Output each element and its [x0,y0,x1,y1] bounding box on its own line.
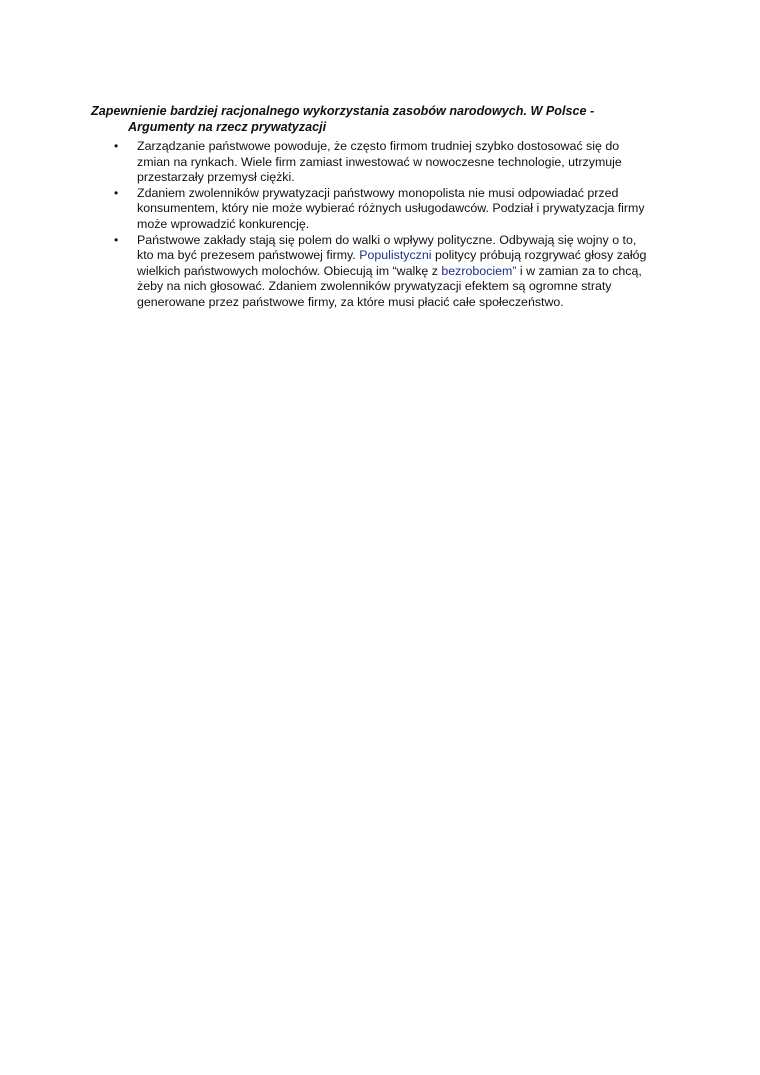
section-heading [91,103,651,135]
list-item [108,139,668,186]
bezrobociem-link[interactable]: bezrobociem [441,263,513,278]
text-line: generowane przez państwowe firmy, za które musi płacić całe społeczeństwo. [137,294,564,309]
bullet-icon: • [114,232,119,247]
bullet-icon: • [114,185,119,200]
text-segment: politycy próbują rozgrywać głosy załóg [431,248,647,263]
arguments-list [108,139,668,311]
text-segment: wielkich państwowych molochów. Obiecują im “walkę z [137,263,442,278]
text-line: zmian na rynkach. Wiele firm zamiast inwestować w nowoczesne technologie, utrzymuje [137,154,622,169]
text-segment: i w zamian za to chcą, [516,263,642,278]
quote-mark: ” [512,263,517,278]
text-line [137,264,668,280]
text-segment: kto ma być prezesem państwowej firmy. [137,248,360,263]
text-line [137,248,668,264]
populistyczni-link[interactable]: Populistyczni [359,248,432,263]
bullet-icon: • [114,139,119,153]
text-line: może wprowadzić konkurencję. [137,216,310,231]
list-item [108,233,668,311]
heading-line-1: Zapewnienie bardziej racjonalnego wykorzystania zasobów narodowych. W Polsce - [91,104,595,118]
text-line: przestarzały przemysł ciężki. [137,170,295,185]
heading-line-2: Argumenty na rzecz prywatyzacji [128,120,327,134]
text-line: żeby na nich głosować. Zdaniem zwolenników prywatyzacji efektem są ogromne straty [137,279,612,294]
list-item [108,186,668,233]
text-line: Państwowe zakłady stają się polem do walki o wpływy polityczne. Odbywają się wojny o to, [137,232,637,247]
text-line: Zarządzanie państwowe powoduje, że często firmom trudniej szybko dostosować się do [137,139,620,153]
text-line: Zdaniem zwolenników prywatyzacji państwowy monopolista nie musi odpowiadać przed [137,185,619,200]
text-line: konsumentem, który nie może wybierać różnych usługodawców. Podział i prywatyzacja firmy [137,201,645,216]
